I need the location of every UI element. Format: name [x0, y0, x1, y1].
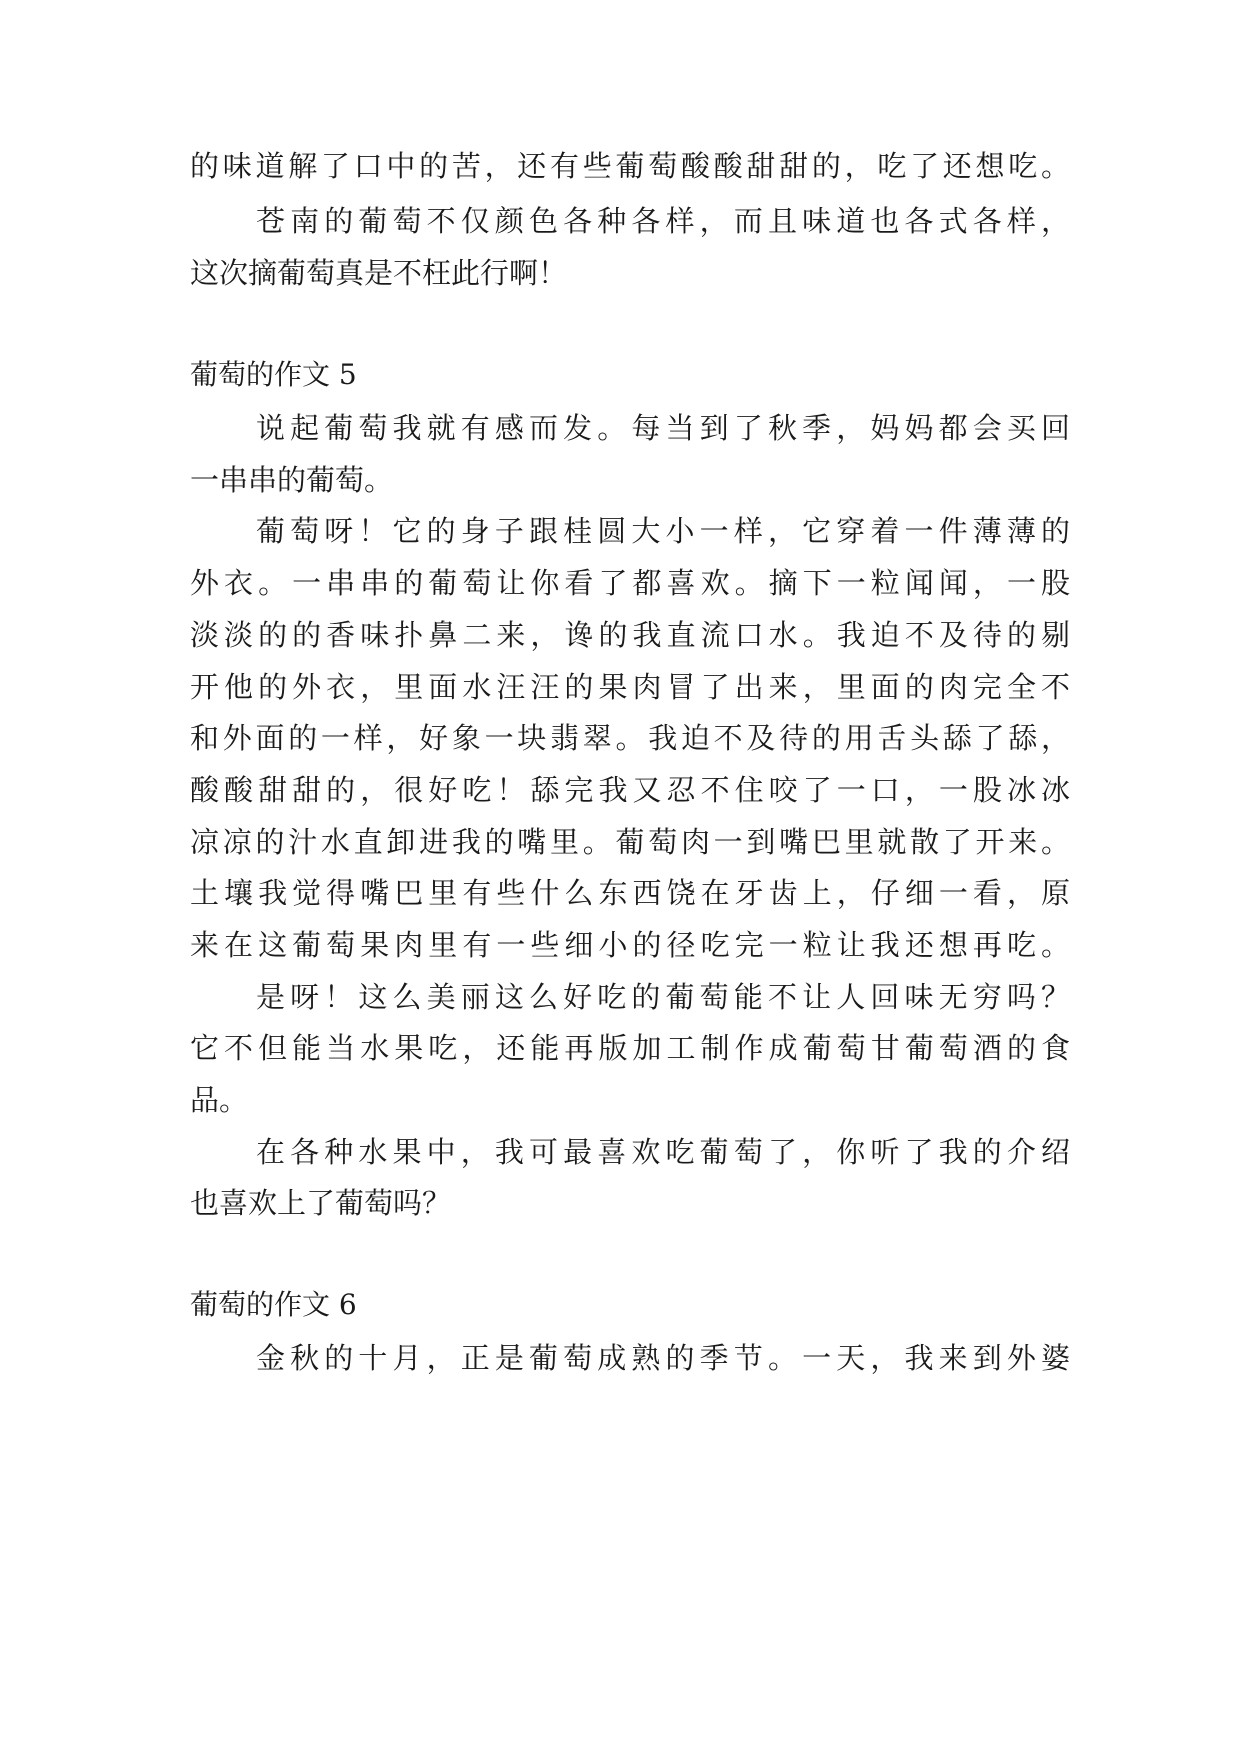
text-line: 这次摘葡萄真是不枉此行啊！	[190, 256, 568, 290]
paragraph-start-line: 是呀！这么美丽这么好吃的葡萄能不让人回味无穷吗？	[256, 980, 1070, 1014]
text-line: 开他的外衣，里面水汪汪的果肉冒了出来，里面的肉完全不	[190, 670, 1070, 704]
paragraph-start-line: 葡萄呀！它的身子跟桂圆大小一样，它穿着一件薄薄的	[256, 514, 1070, 548]
text-line: 土壤我觉得嘴巴里有些什么东西饶在牙齿上，仔细一看，原	[190, 876, 1070, 910]
paragraph-start-line: 金秋的十月，正是葡萄成熟的季节。一天，我来到外婆	[256, 1341, 1070, 1375]
text-line: 的味道解了口中的苦，还有些葡萄酸酸甜甜的，吃了还想吃。	[190, 149, 1070, 183]
document-page	[190, 0, 1070, 1754]
text-line: 来在这葡萄果肉里有一些细小的径吃完一粒让我还想再吃。	[190, 928, 1070, 962]
text-line: 也喜欢上了葡萄吗？	[190, 1186, 452, 1220]
text-line: 一串串的葡萄。	[190, 463, 394, 497]
text-line: 凉凉的汁水直卸进我的嘴里。葡萄肉一到嘴巴里就散了开来。	[190, 825, 1070, 859]
text-line: 外衣。一串串的葡萄让你看了都喜欢。摘下一粒闻闻，一股	[190, 566, 1070, 600]
text-line: 和外面的一样，好象一块翡翠。我迫不及待的用舌头舔了舔，	[190, 721, 1070, 755]
paragraph-start-line: 苍南的葡萄不仅颜色各种各样，而且味道也各式各样，	[256, 204, 1070, 238]
text-line: 酸酸甜甜的，很好吃！舔完我又忍不住咬了一口，一股冰冰	[190, 773, 1070, 807]
text-line: 品。	[190, 1083, 249, 1117]
text-line: 它不但能当水果吃，还能再版加工制作成葡萄甘葡萄酒的食	[190, 1031, 1070, 1065]
section-heading: 葡萄的作文 6	[190, 1288, 357, 1321]
paragraph-start-line: 说起葡萄我就有感而发。每当到了秋季，妈妈都会买回	[256, 411, 1070, 445]
text-line: 淡淡的的香味扑鼻二来，谗的我直流口水。我迫不及待的剔	[190, 618, 1070, 652]
section-heading: 葡萄的作文 5	[190, 358, 357, 391]
paragraph-start-line: 在各种水果中，我可最喜欢吃葡萄了，你听了我的介绍	[256, 1135, 1070, 1169]
